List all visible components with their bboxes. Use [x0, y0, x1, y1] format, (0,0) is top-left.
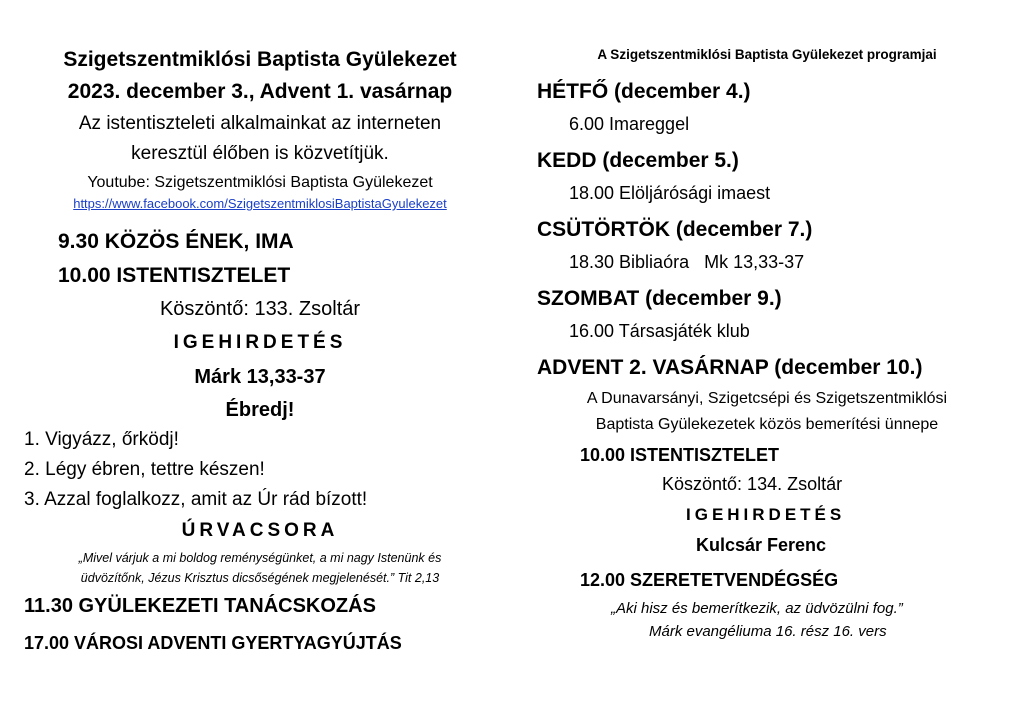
- sermon-point-2: 2. Légy ébren, tettre készen!: [24, 459, 265, 480]
- programs-heading: A Szigetszentmiklósi Baptista Gyülekezet programjai: [597, 47, 937, 62]
- item-monday: 6.00 Imareggel: [569, 114, 690, 134]
- event-song-prayer: 9.30 KÖZÖS ÉNEK, IMA: [58, 230, 294, 253]
- advent2-quote: „Aki hisz és bemerítkezik, az üdvözülni fog.”: [611, 600, 903, 617]
- sermon-point-3: 3. Azzal foglalkozz, amit az Úr rád bízott!: [24, 489, 368, 510]
- day-monday: HÉTFŐ (december 4.): [537, 80, 751, 103]
- advent2-lovefeast: 12.00 SZERETETVENDÉGSÉG: [580, 570, 839, 590]
- youtube-line: Youtube: Szigetszentmiklósi Baptista Gyülekezet: [87, 174, 433, 191]
- advent2-desc-1: A Dunavarsányi, Szigetcsépi és Szigetszentmiklósi: [586, 390, 948, 407]
- advent2-title: ADVENT 2. VASÁRNAP (december 10.): [537, 356, 923, 379]
- day-tuesday: KEDD (december 5.): [537, 149, 739, 172]
- sermon-point-1: 1. Vigyázz, őrködj!: [24, 429, 179, 450]
- advent2-service: 10.00 ISTENTISZTELET: [580, 445, 780, 465]
- advent2-preacher: Kulcsár Ferenc: [696, 535, 827, 555]
- greeting-psalm: Köszöntő: 133. Zsoltár: [159, 298, 361, 320]
- day-saturday: SZOMBAT (december 9.): [537, 287, 782, 310]
- sermon-title: Ébredj!: [225, 399, 295, 421]
- event-candle-lighting: 17.00 VÁROSI ADVENTI GYERTYAGYÚJTÁS: [24, 633, 402, 653]
- event-worship: 10.00 ISTENTISZTELET: [58, 264, 291, 287]
- item-thursday: 18.30 Bibliaóra Mk 13,33-37: [569, 252, 805, 272]
- quote-line-2: üdvözítőnk, Jézus Krisztus dicsőségének megjelenését.” Tit 2,13: [80, 571, 440, 585]
- stream-line-2: keresztül élőben is közvetítjük.: [131, 143, 389, 164]
- advent2-quote-ref: Márk evangéliuma 16. rész 16. vers: [649, 623, 887, 640]
- item-saturday: 16.00 Társasjáték klub: [569, 321, 750, 341]
- communion-heading: ÚRVACSORA: [181, 520, 339, 541]
- sermon-heading: IGEHIRDETÉS: [173, 332, 347, 353]
- stream-line-1: Az istentiszteleti alkalmainkat az interneten: [78, 113, 442, 134]
- advent2-greeting: Köszöntő: 134. Zsoltár: [662, 474, 843, 494]
- event-council: 11.30 GYÜLEKEZETI TANÁCSKOZÁS: [24, 595, 376, 617]
- church-name: Szigetszentmiklósi Baptista Gyülekezet: [63, 48, 457, 71]
- date-line: 2023. december 3., Advent 1. vasárnap: [67, 80, 453, 103]
- advent2-desc-2: Baptista Gyülekezetek közös bemerítési ünnepe: [595, 416, 939, 433]
- facebook-link[interactable]: https://www.facebook.com/SzigetszentmiklosiBaptistaGyulekezet: [73, 196, 447, 211]
- quote-line-1: „Mivel várjuk a mi boldog reménységünket, a mi nagy Istenünk és: [78, 551, 442, 565]
- scripture-ref: Márk 13,33-37: [194, 366, 326, 388]
- advent2-sermon-heading: IGEHIRDETÉS: [686, 505, 846, 524]
- facebook-row: [10, 196, 510, 211]
- day-thursday: CSÜTÖRTÖK (december 7.): [537, 218, 813, 241]
- item-tuesday: 18.00 Elöljárósági imaest: [569, 183, 771, 203]
